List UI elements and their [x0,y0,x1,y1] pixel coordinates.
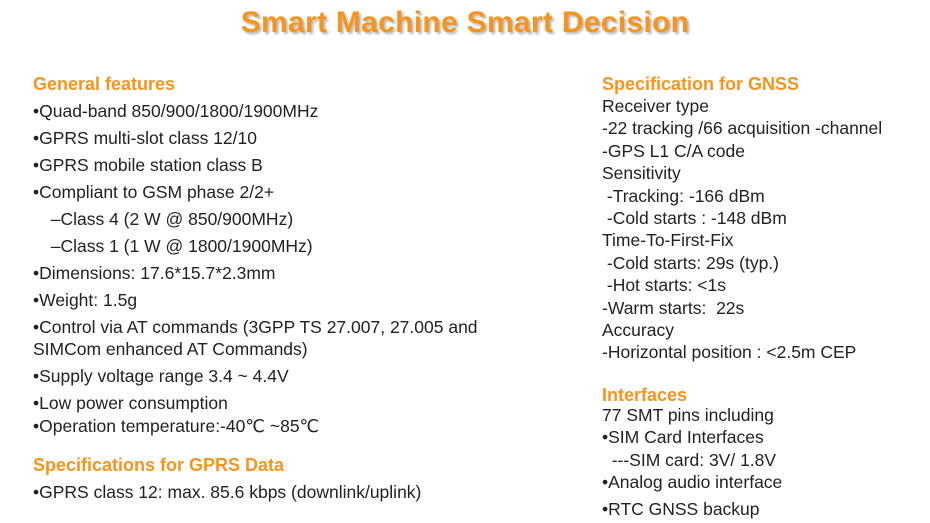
feature-item: •Supply voltage range 3.4 ~ 4.4V [33,366,289,386]
interfaces-heading: Interfaces [602,384,688,405]
gnss-item: -Horizontal position : <2.5m CEP [602,342,857,363]
gnss-item: -Cold starts: 29s (typ.) [602,252,779,273]
right-column [602,73,922,520]
gprs-item: •GPRS class 12: max. 85.6 kbps (downlink/uplink) [33,481,422,502]
feature-item: •Control via AT commands (3GPP TS 27.007, 27.005 and SIMCom enhanced AT Commands) [33,316,478,359]
feature-item: •GPRS multi-slot class 12/10 [33,127,257,148]
interface-item: 77 SMT pins including [602,404,774,425]
gprs-data-heading: Specifications for GPRS Data [33,455,285,475]
interface-item: •SIM Card Interfaces [602,427,764,448]
gnss-item: Time-To-First-Fix [602,230,734,251]
gnss-item: Accuracy [602,320,674,341]
gnss-item: -Warm starts: 22s [602,297,745,318]
feature-item: •Compliant to GSM phase 2/2+ [33,181,275,202]
gnss-spec-heading: Specification for GNSS [602,74,800,94]
slide-title: Smart Machine Smart Decision [240,6,690,39]
gnss-item: Sensitivity [602,163,681,184]
general-features-heading: General features [33,74,176,94]
gnss-item: -Hot starts: <1s [602,275,726,296]
feature-subitem: –Class 1 (1 W @ 1800/1900MHz) [41,235,313,256]
gnss-item: -22 tracking /66 acquisition -channel [602,118,883,139]
interface-item: ---SIM card: 3V/ 1.8V [602,449,777,470]
feature-item: •Quad-band 850/900/1800/1900MHz [33,100,319,121]
gnss-item: -Tracking: -166 dBm [602,185,765,206]
feature-subitem: –Class 4 (2 W @ 850/900MHz) [41,208,294,229]
feature-item: •GPRS mobile station class B [33,154,263,175]
feature-item: •Low power consumption [33,393,228,413]
gnss-item: -GPS L1 C/A code [602,140,745,161]
feature-item: •Weight: 1.5g [33,289,138,310]
interface-item: •RTC GNSS backup [602,498,760,519]
feature-item: •Dimensions: 17.6*15.7*2.3mm [33,262,276,283]
left-column [33,73,553,503]
interface-item: •Analog audio interface [602,472,783,493]
gnss-item: Receiver type [602,96,709,116]
gnss-item: -Cold starts : -148 dBm [602,208,787,229]
feature-item: •Operation temperature:-40℃ ~85℃ [33,415,320,436]
